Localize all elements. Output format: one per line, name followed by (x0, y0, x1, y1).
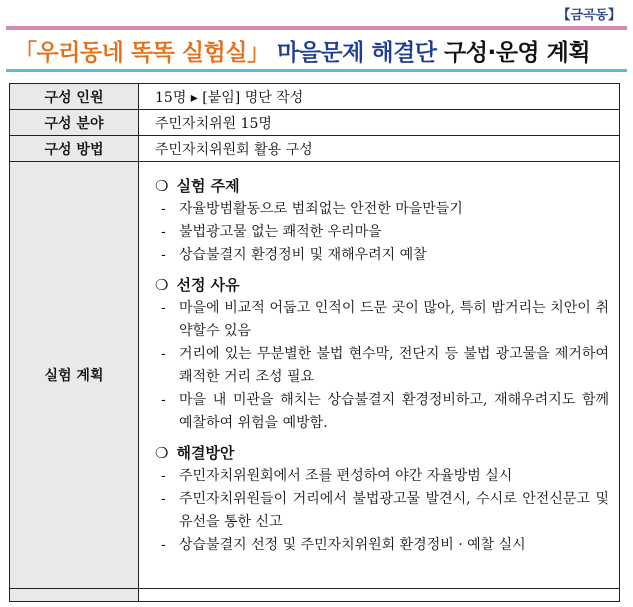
section-reason (155, 273, 609, 435)
list-item (155, 198, 609, 221)
item-text: 상습불결지 환경정비 및 재해우려지 예찰 (179, 247, 427, 263)
table-row (10, 136, 620, 162)
title-part-4: 구성·운영 계획 (436, 40, 591, 66)
dash-icon: - (161, 491, 166, 507)
list-item (155, 389, 609, 435)
dash-icon: - (161, 346, 166, 362)
heading-text: 선정 사유 (176, 276, 240, 294)
row-value: 주민자치위원 15명 (139, 110, 620, 136)
row-label: 구성 인원 (10, 84, 139, 110)
title-top-rule (6, 26, 627, 30)
list-item (155, 343, 609, 389)
dash-icon: - (161, 468, 166, 484)
circle-bullet-icon: ❍ (155, 276, 169, 294)
item-text: 자율방범활동으로 범죄없는 안전한 마을만들기 (179, 201, 463, 217)
dash-icon: - (161, 392, 166, 408)
list-item (155, 244, 609, 267)
dash-icon: - (161, 224, 166, 240)
table-row (10, 84, 620, 110)
item-text: 마을 내 미관을 해치는 상습불결지 환경정비하고, 재해우려지도 함께 예찰하여 위험을 예방함. (179, 392, 609, 431)
item-text: 마을에 비교적 어둡고 인적이 드문 곳이 많아, 특히 밤거리는 치안이 취약할수 있음 (179, 300, 609, 339)
item-text: 상습불결지 선정 및 주민자치위원회 환경정비 · 예찰 실시 (179, 537, 526, 553)
circle-bullet-icon: ❍ (155, 444, 169, 462)
plan-label: 실험 계획 (10, 162, 139, 589)
dash-icon: - (161, 300, 166, 316)
row-label: 구성 분야 (10, 110, 139, 136)
section-heading (155, 174, 609, 198)
title-part-3: 해결단 (371, 40, 437, 66)
title-part-2: 마을문제 (269, 40, 372, 66)
table-row-partial (10, 589, 620, 602)
list-item (155, 488, 609, 534)
item-text: 주민자치위원들이 거리에서 불법광고물 발견시, 수시로 안전신문고 및 유선을 통한 신고 (179, 491, 609, 530)
dong-tag: 【금곡동】 (557, 8, 621, 23)
page-title (14, 34, 623, 68)
partial-value-cell (139, 589, 620, 602)
row-value: 15명 ▸ [붙임] 명단 작성 (139, 84, 620, 110)
dash-icon: - (161, 201, 166, 217)
circle-bullet-icon: ❍ (155, 177, 169, 195)
heading-text: 실험 주제 (176, 177, 240, 195)
table-row (10, 162, 620, 589)
item-text: 주민자치위원회에서 조를 편성하여 야간 자율방범 실시 (179, 468, 513, 484)
title-project-name: 「우리동네 똑똑 실험실」 (14, 40, 270, 66)
section-theme (155, 174, 609, 267)
partial-label-cell (10, 589, 139, 602)
table-row (10, 110, 620, 136)
dash-icon: - (161, 247, 166, 263)
list-item (155, 534, 609, 557)
plan-table (9, 83, 620, 602)
plan-content (139, 162, 620, 589)
row-value: 주민자치위원회 활용 구성 (139, 136, 620, 162)
list-item (155, 297, 609, 343)
title-bottom-rule (6, 69, 627, 72)
section-heading (155, 273, 609, 297)
heading-text: 해결방안 (176, 444, 235, 462)
item-text: 불법광고물 없는 쾌적한 우리마을 (179, 224, 382, 240)
list-item (155, 221, 609, 244)
section-heading (155, 441, 609, 465)
item-text: 거리에 있는 무분별한 불법 현수막, 전단지 등 불법 광고물을 제거하여 쾌적한 거리 조성 필요 (179, 346, 609, 385)
dash-icon: - (161, 537, 166, 553)
section-solution (155, 441, 609, 557)
list-item (155, 465, 609, 488)
row-label: 구성 방법 (10, 136, 139, 162)
